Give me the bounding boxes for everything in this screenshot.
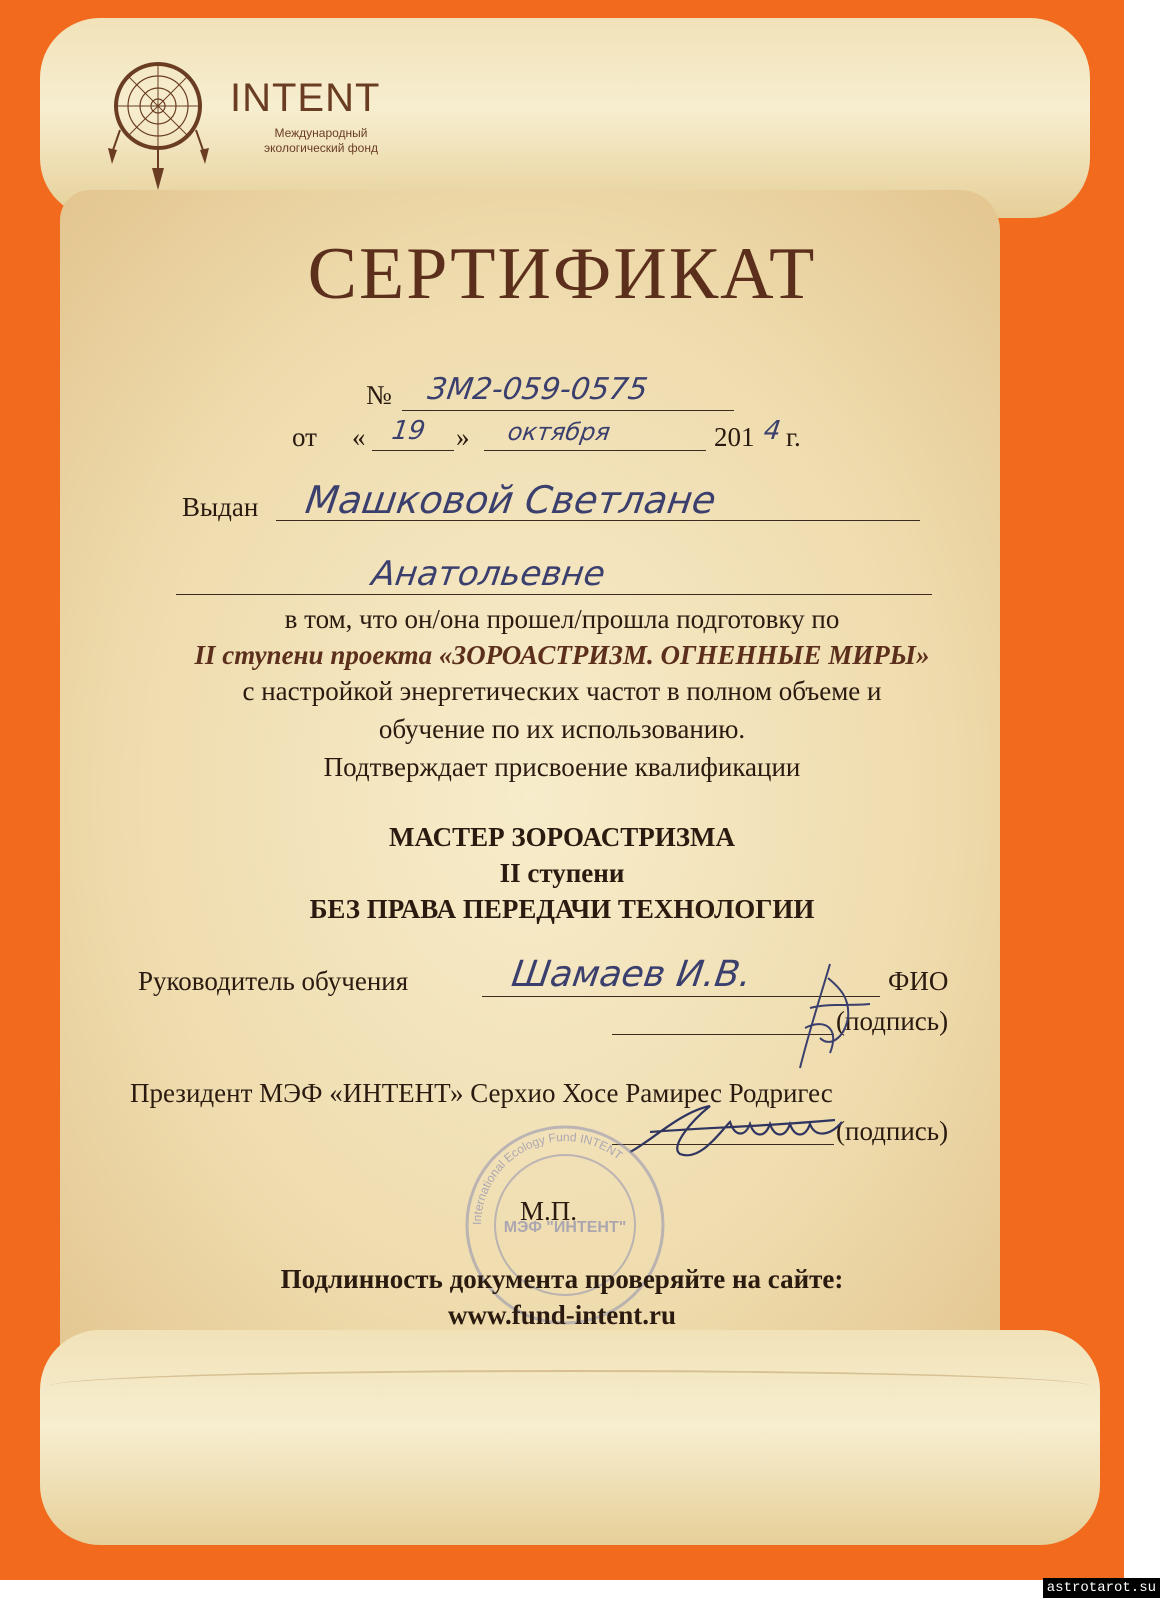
fio-label: ФИО <box>888 966 949 996</box>
dreamcatcher-icon <box>100 58 220 193</box>
supervisor-label: Руководитель обучения <box>138 966 409 996</box>
date-prefix: от <box>292 422 317 452</box>
seal-center-text: МЭФ "ИНТЕНТ" <box>503 1219 627 1236</box>
qualification-level: II ступени <box>499 858 625 888</box>
president-label: Президент МЭФ «ИНТЕНТ» Серхио Хосе Рамирес Родригес <box>130 1078 833 1108</box>
issued-underline-2 <box>176 594 932 595</box>
verification-note: Подлинность документа проверяйте на сайте: <box>280 1264 844 1294</box>
number-underline <box>402 410 734 411</box>
logo-name: INTENT <box>230 76 381 120</box>
supervisor-name: Шамаев И.В. <box>509 954 754 995</box>
date-open-quote: « <box>352 422 366 452</box>
date-year-prefix: 201 <box>714 422 755 452</box>
day-underline <box>372 450 454 451</box>
seal-label: М.П. <box>520 1196 578 1226</box>
qualification-title: МАСТЕР ЗОРОАСТРИЗМА <box>388 822 736 852</box>
date-close-quote: » <box>456 422 470 452</box>
date-year-suffix: г. <box>786 422 801 452</box>
recipient-patronymic: Анатольевне <box>369 554 608 594</box>
body-line-5: Подтверждает присвоение квалификации <box>323 752 801 782</box>
month-underline <box>484 450 706 451</box>
recipient-name: Машковой Светлане <box>302 478 719 522</box>
scroll-bottom-roll <box>40 1330 1100 1545</box>
date-day: 19 <box>389 416 428 446</box>
supervisor-signature-label: (подпись) <box>836 1006 949 1036</box>
issued-label: Выдан <box>182 492 259 522</box>
president-signature-label: (подпись) <box>836 1116 949 1146</box>
body-line-3: с настройкой энергетических частот в полном объеме и <box>242 676 882 706</box>
body-line-1: в том, что он/она прошел/прошла подготовку по <box>284 604 840 634</box>
corner-watermark: astrotarot.su <box>1043 1578 1160 1598</box>
seal-ring-text: International Ecology Fund INTENT <box>469 1129 626 1226</box>
body-line-2: II ступени проекта «ЗОРОАСТРИЗМ. ОГНЕННЫЕ МИРЫ» <box>194 640 930 670</box>
logo-subtitle: Международный экологический фонд <box>264 126 378 155</box>
certificate-title: СЕРТИФИКАТ <box>307 233 817 315</box>
body-line-4: обучение по их использованию. <box>378 714 746 744</box>
number-label: № <box>366 380 392 410</box>
qualification-restriction: БЕЗ ПРАВА ПЕРЕДАЧИ ТЕХНОЛОГИИ <box>309 894 815 924</box>
date-year-digit: 4 <box>761 416 783 446</box>
supervisor-signature <box>770 958 880 1078</box>
date-month: октября <box>506 418 613 446</box>
verification-url: www.fund-intent.ru <box>447 1300 677 1330</box>
certificate-number: 3М2-059-0575 <box>425 372 650 407</box>
intent-logo <box>100 58 420 198</box>
